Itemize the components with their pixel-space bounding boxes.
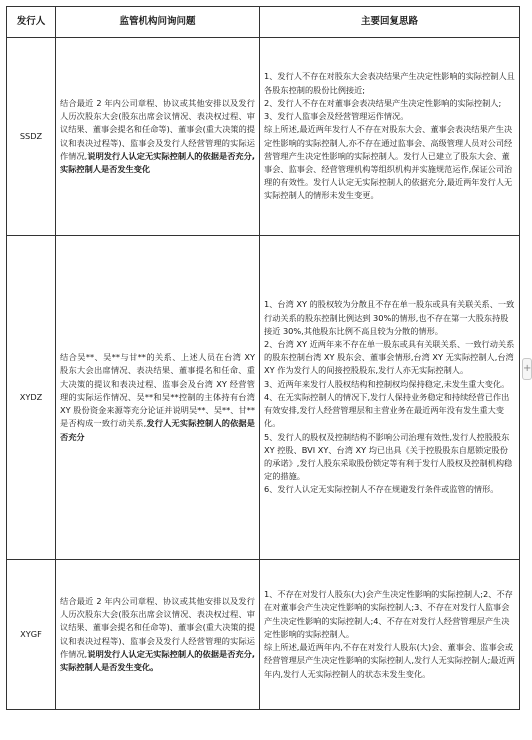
header-question: 监管机构问询问题	[56, 7, 260, 38]
control-analysis-table	[6, 6, 520, 710]
question-bold-text: 发行人无实际控制人的依据是否充分	[60, 418, 255, 442]
answer-paragraph: 4、在无实际控制人的情况下,发行人保持业务稳定和持续经营已作出有效安排,发行人经营管理层和主营业务在最近两年没有发生重大变化。	[264, 391, 510, 429]
issuer-cell: XYGF	[7, 560, 56, 710]
question-bold-text: 说明发行人认定无实际控制人的依据是否充分,实际控制人是否发生变化	[60, 150, 255, 174]
answer-paragraph: 2、发行人不存在对董事会表决结果产生决定性影响的实际控制人;	[264, 97, 502, 108]
table-body	[7, 38, 520, 710]
answer-paragraph: 3、近两年来发行人股权结构和控制权均保持稳定,未发生重大变化。	[264, 378, 510, 389]
answer-paragraph: 3、发行人监事会及经营管理运作情况。	[264, 111, 409, 122]
answer-paragraph: 综上所述,最近两年内,不存在对发行人股东(大)会、董事会、监事会或经营管理层产生决定性影响的实际控制人,发行人无实际控制人;最近两年内,发行人无实际控制人的状态未发生变化。	[264, 642, 515, 679]
table-row	[7, 560, 520, 710]
question-bold-text: 说明发行人认定无实际控制人的依据是否充分,实际控制人是否发生变化。	[60, 648, 255, 672]
table-row	[7, 236, 520, 560]
question-text: 结合最近 2 年内公司章程、协议或其他安排以及发行人历次股东大会(股东出席会议情况、表决权过程、审议结果、董事会提名和任命等)、董事会(重大决策的提议和表决过程等)、监事会及发行人经营管理的实际运作情况,	[60, 595, 255, 659]
answer-cell	[260, 560, 520, 710]
answer-paragraph: 1、台湾 XY 的股权较为分散且不存在单一股东或具有关联关系、一致行动关系的股东控制比例达到 30%的情形,也不存在第一大股东持股接近 30%,其他股东比例不高且较为分散的情形。	[264, 299, 515, 336]
answer-paragraph: 5、发行人的股权及控制结构不影响公司治理有效性,发行人控股股东 XY 控股、BVI XY、台湾 XY 均已出具《关于控股股东自愿锁定股份的承诺》,发行人股东采取股份锁定等有利于发行人股权及控制机构稳定的措施。	[264, 431, 513, 482]
answer-paragraph: 1、发行人不存在对股东大会表决结果产生决定性影响的实际控制人且各股东控制的股份比例接近;	[264, 71, 515, 95]
question-text: 结合最近 2 年内公司章程、协议或其他安排以及发行人历次股东大会(股东出席会议情况、表决权过程、审议结果、董事会提名和任命等)、董事会(重大决策的提议和表决过程等)、监事会及发行人经营管理的实际运作情况,	[60, 97, 255, 161]
answer-paragraph: 2、台湾 XY 近两年来不存在单一股东或具有关联关系、一致行动关系的股东控制台湾 XY 股东会、董事会情形,台湾 XY 无实际控制人,台湾 XY 作为发行人的间接控股股东,发行人亦无实际控制人。	[264, 339, 515, 376]
answer-paragraph: 1、不存在对发行人股东(大)会产生决定性影响的实际控制人;2、不存在对董事会产生决定性影响的实际控制人;3、不存在对发行人监事会产生决定性影响的实际控制人;4、不存在对发行人经营管理层产生决定性影响的实际控制人。	[264, 589, 513, 639]
issuer-cell: SSDZ	[7, 38, 56, 236]
header-answer: 主要回复思路	[260, 7, 520, 38]
answer-cell	[260, 38, 520, 236]
header-issuer: 发行人	[7, 7, 56, 38]
question-cell	[56, 236, 260, 560]
answer-paragraph: 综上所述,最近两年发行人不存在对股东大会、董事会表决结果产生决定性影响的实际控制人,亦不存在通过监事会、高级管理人员对公司经营管理产生决定性影响的实际控制人。发行人已建立了股东大会、董事会、监事会、经营管理机构等组织机构并实施规范运作,保证公司治理的有效性。发行人认定无实际控制人的依据充分,最近两年发行人无实际控制人的情形未发生变更。	[264, 124, 513, 201]
answer-cell	[260, 236, 520, 560]
side-expand-handle[interactable]: +	[522, 358, 532, 380]
question-cell	[56, 560, 260, 710]
question-text: 结合吴**、吴**与甘**的关系、上述人员在台湾 XY 股东大会出席情况、表决结果、董事提名和任命、重大决策的提议和表决过程、监事会及台湾 XY 经营管理的实际运作情况、吴**和吴**控制的主体持有台湾 XY 股份资金来源等充分论证并说明吴**、吴**、甘**是否构成一致行动关系,	[60, 352, 255, 429]
answer-paragraph: 6、发行人认定无实际控制人不存在规避发行条件或监管的情形。	[264, 484, 499, 495]
question-cell	[56, 38, 260, 236]
issuer-cell: XYDZ	[7, 236, 56, 560]
table-header-row	[7, 7, 520, 38]
table-row	[7, 38, 520, 236]
